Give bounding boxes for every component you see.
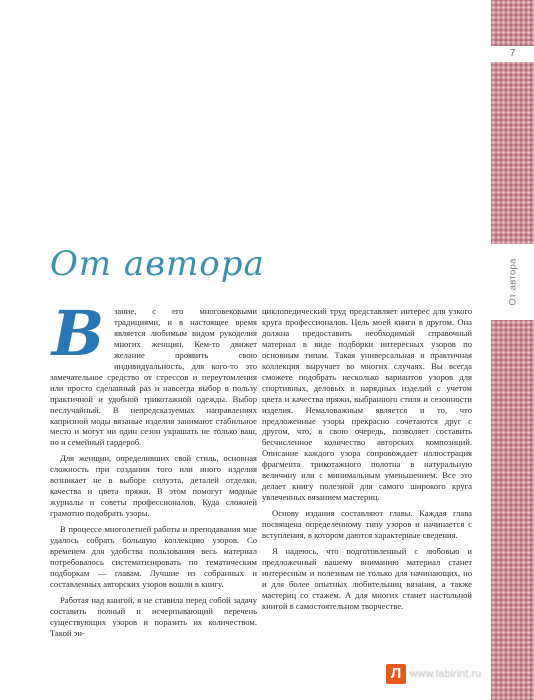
decorative-side-strip (491, 0, 534, 700)
paragraph (50, 306, 257, 448)
section-side-tab-label: От автора (507, 258, 518, 306)
paragraph: Я надеюсь, что подготовленный с любовью и предложенный вашему вниманию материал станет интересным и полезным не только для начинающих, но и для более опытных любительниц вязания, а также мастериц со стажем. А для многих станет настольной книгой в самостоятельном творчестве. (262, 546, 472, 611)
text-column-right (262, 306, 472, 612)
drop-cap-space (50, 306, 112, 368)
paragraph: Для женщин, определивших свой стиль, основная сложность при создании того или иного изделия возникает не в выборе силуэта, деталей отделки, качества и цвета пряжи. В этом помогут модные журналы и советы профессионалов. Куда сложней грамотно подобрать узоры. (50, 453, 257, 519)
chapter-title: От автора (50, 244, 265, 284)
drop-cap-letter: В (51, 297, 105, 370)
paragraph-text: зание, с его многовековыми традициями, и в настоящее время является любимым видом рукоделия многих женщин. Кем-то движет желание проявить свою индивидуальность, для кого-то это замечательное средство от стрессов и переутомления или просто сделанный раз и навсегда выбор в пользу практичной и удобной трикотажной одежды. Выбор неслучайный. В непредсказуемых направлениях капризной моды вязаные изделия занимают стабильное место и могут ни один сезон украшать не только ваш, но и семейный гардероб. (50, 306, 257, 448)
paragraph: Работая над книгой, я не ставила перед собой задачу составить полный и исчерпывающий перечень существующих узоров и поразить их количеством. Такой эн- (50, 594, 257, 638)
section-side-tab (491, 244, 534, 320)
paragraph: В процессе многолетней работы и преподавания мне удалось собрать большую коллекцию узоров. Со временем для удобства пользования весь материал потребовалось систематизировать по тематическим подборкам — главам. Лучшие из собранных и составленных авторских узоров вошли в книгу. (50, 524, 257, 589)
paragraph: циклопедический труд представляет интерес для узкого круга профессионалов. Цель моей книги в другом. Она должна предоставить необходимый справочный материал в виде подборки интересных узоров по основным типам. Такая универсальная и практичная коллекция выручает во многих случаях. Вы всегда сможете подобрать несколько вариантов узоров для спортивных, деловых и нарядных изделий с учетом цвета и качества пряжи, выбранного стиля и сезонности изделия. Немаловажным является и то, что предложенные узоры прекрасно сочетаются друг с другом, что, в свою очередь, позволяет составить бесчисленное количество авторских композиций. Описание каждого узора сопровождает иллюстрация фрагмента трикотажного полотна в натуральную величину или с минимальным уменьшением. Все это делает книгу полезной для самого широкого круга увлеченных вязанием мастериц. (262, 306, 472, 503)
page-number: 7 (491, 46, 534, 62)
text-column-left (50, 306, 257, 639)
labirint-logo-icon: Л (386, 664, 406, 684)
paragraph: Основу издания составляют главы. Каждая глава посвящена определенному типу узоров и начинается с вступления, в котором даются характерные сведения. (262, 508, 472, 541)
watermark-url: www.labirint.ru (410, 668, 482, 680)
